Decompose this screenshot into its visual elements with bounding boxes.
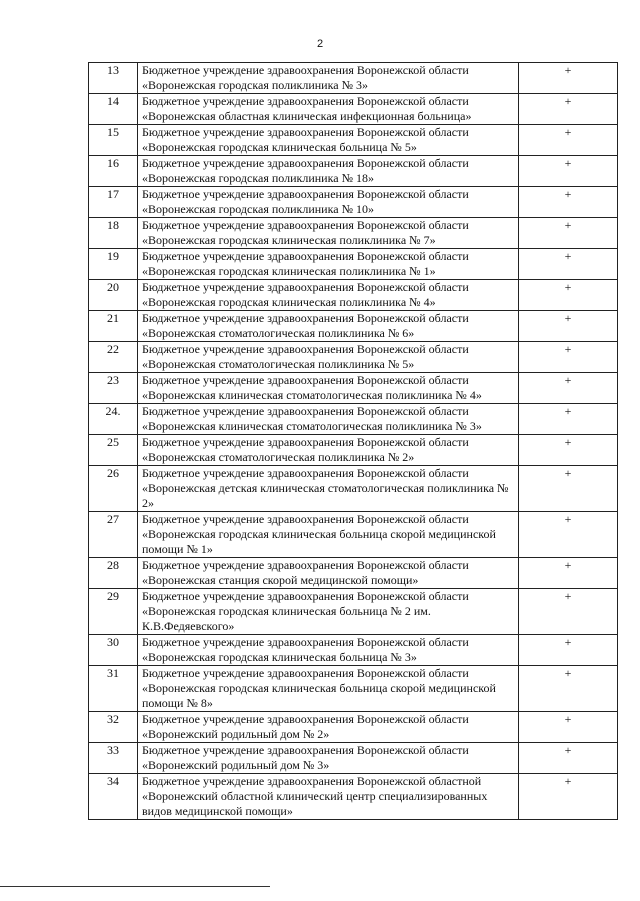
institution-name: Бюджетное учреждение здравоохранения Воронежской области «Воронежская городская поликлиника № 10» <box>138 187 519 218</box>
institution-name: Бюджетное учреждение здравоохранения Воронежской области «Воронежская стоматологическая поликлиника № 5» <box>138 342 519 373</box>
row-number: 26 <box>89 466 138 512</box>
page-number: 2 <box>316 38 324 50</box>
inclusion-mark: + <box>519 589 618 635</box>
row-number: 14 <box>89 94 138 125</box>
row-number: 27 <box>89 512 138 558</box>
inclusion-mark: + <box>519 187 618 218</box>
table-row <box>89 156 618 187</box>
inclusion-mark: + <box>519 774 618 820</box>
table-row <box>89 774 618 820</box>
row-number: 32 <box>89 712 138 743</box>
row-number: 28 <box>89 558 138 589</box>
row-number: 22 <box>89 342 138 373</box>
institution-name: Бюджетное учреждение здравоохранения Воронежской областной «Воронежский областной клинический центр специализированных видов медицинской помощи» <box>138 774 519 820</box>
row-number: 25 <box>89 435 138 466</box>
inclusion-mark: + <box>519 125 618 156</box>
inclusion-mark: + <box>519 558 618 589</box>
row-number: 15 <box>89 125 138 156</box>
row-number: 21 <box>89 311 138 342</box>
inclusion-mark: + <box>519 280 618 311</box>
table-row <box>89 249 618 280</box>
table-row <box>89 373 618 404</box>
inclusion-mark: + <box>519 342 618 373</box>
inclusion-mark: + <box>519 712 618 743</box>
row-number: 16 <box>89 156 138 187</box>
institution-name: Бюджетное учреждение здравоохранения Воронежской области «Воронежский родильный дом № 2» <box>138 712 519 743</box>
institution-name: Бюджетное учреждение здравоохранения Воронежской области «Воронежская городская клиническая поликлиника № 7» <box>138 218 519 249</box>
row-number: 30 <box>89 635 138 666</box>
table-row <box>89 589 618 635</box>
table-row <box>89 712 618 743</box>
table-row <box>89 558 618 589</box>
institution-name: Бюджетное учреждение здравоохранения Воронежской области «Воронежская городская поликлиника № 3» <box>138 63 519 94</box>
table-row <box>89 311 618 342</box>
inclusion-mark: + <box>519 94 618 125</box>
table-row <box>89 280 618 311</box>
row-number: 31 <box>89 666 138 712</box>
inclusion-mark: + <box>519 635 618 666</box>
row-number: 18 <box>89 218 138 249</box>
institution-name: Бюджетное учреждение здравоохранения Воронежской области «Воронежская городская клиническая больница скорой медицинской помощи № 8» <box>138 666 519 712</box>
inclusion-mark: + <box>519 249 618 280</box>
institution-name: Бюджетное учреждение здравоохранения Воронежской области «Воронежская городская клиническая поликлиника № 1» <box>138 249 519 280</box>
institution-name: Бюджетное учреждение здравоохранения Воронежской области «Воронежская областная клиническая инфекционная больница» <box>138 94 519 125</box>
institution-name: Бюджетное учреждение здравоохранения Воронежской области «Воронежская стоматологическая поликлиника № 2» <box>138 435 519 466</box>
inclusion-mark: + <box>519 512 618 558</box>
inclusion-mark: + <box>519 666 618 712</box>
inclusion-mark: + <box>519 466 618 512</box>
institution-name: Бюджетное учреждение здравоохранения Воронежской области «Воронежская городская клиническая больница № 5» <box>138 125 519 156</box>
inclusion-mark: + <box>519 373 618 404</box>
institution-name: Бюджетное учреждение здравоохранения Воронежской области «Воронежский родильный дом № 3» <box>138 743 519 774</box>
table-row <box>89 125 618 156</box>
row-number: 24. <box>89 404 138 435</box>
institution-name: Бюджетное учреждение здравоохранения Воронежской области «Воронежская клиническая стоматологическая поликлиника № 4» <box>138 373 519 404</box>
inclusion-mark: + <box>519 63 618 94</box>
table-row <box>89 743 618 774</box>
table-row <box>89 63 618 94</box>
table-row <box>89 435 618 466</box>
inclusion-mark: + <box>519 311 618 342</box>
institution-name: Бюджетное учреждение здравоохранения Воронежской области «Воронежская городская клиническая больница № 2 им. К.В.Федяевского» <box>138 589 519 635</box>
institution-name: Бюджетное учреждение здравоохранения Воронежской области «Воронежская городская клиническая больница скорой медицинской помощи № 1» <box>138 512 519 558</box>
table-row <box>89 666 618 712</box>
table-row <box>89 404 618 435</box>
institution-name: Бюджетное учреждение здравоохранения Воронежской области «Воронежская стоматологическая поликлиника № 6» <box>138 311 519 342</box>
table-row <box>89 218 618 249</box>
inclusion-mark: + <box>519 743 618 774</box>
institution-name: Бюджетное учреждение здравоохранения Воронежской области «Воронежская городская поликлиника № 18» <box>138 156 519 187</box>
inclusion-mark: + <box>519 404 618 435</box>
table-row <box>89 342 618 373</box>
table-row <box>89 466 618 512</box>
institutions-table <box>88 62 618 820</box>
row-number: 23 <box>89 373 138 404</box>
inclusion-mark: + <box>519 156 618 187</box>
institution-name: Бюджетное учреждение здравоохранения Воронежской области «Воронежская станция скорой медицинской помощи» <box>138 558 519 589</box>
inclusion-mark: + <box>519 435 618 466</box>
row-number: 17 <box>89 187 138 218</box>
table-row <box>89 187 618 218</box>
row-number: 13 <box>89 63 138 94</box>
table-body <box>89 63 618 820</box>
table-row <box>89 635 618 666</box>
table-row <box>89 94 618 125</box>
institution-name: Бюджетное учреждение здравоохранения Воронежской области «Воронежская детская клиническая стоматологическая поликлиника № 2» <box>138 466 519 512</box>
institution-name: Бюджетное учреждение здравоохранения Воронежской области «Воронежская городская клиническая больница № 3» <box>138 635 519 666</box>
row-number: 29 <box>89 589 138 635</box>
inclusion-mark: + <box>519 218 618 249</box>
institution-name: Бюджетное учреждение здравоохранения Воронежской области «Воронежская клиническая стоматологическая поликлиника № 3» <box>138 404 519 435</box>
table-row <box>89 512 618 558</box>
row-number: 19 <box>89 249 138 280</box>
footer-rule <box>0 886 270 887</box>
institution-name: Бюджетное учреждение здравоохранения Воронежской области «Воронежская городская клиническая поликлиника № 4» <box>138 280 519 311</box>
row-number: 20 <box>89 280 138 311</box>
row-number: 34 <box>89 774 138 820</box>
row-number: 33 <box>89 743 138 774</box>
